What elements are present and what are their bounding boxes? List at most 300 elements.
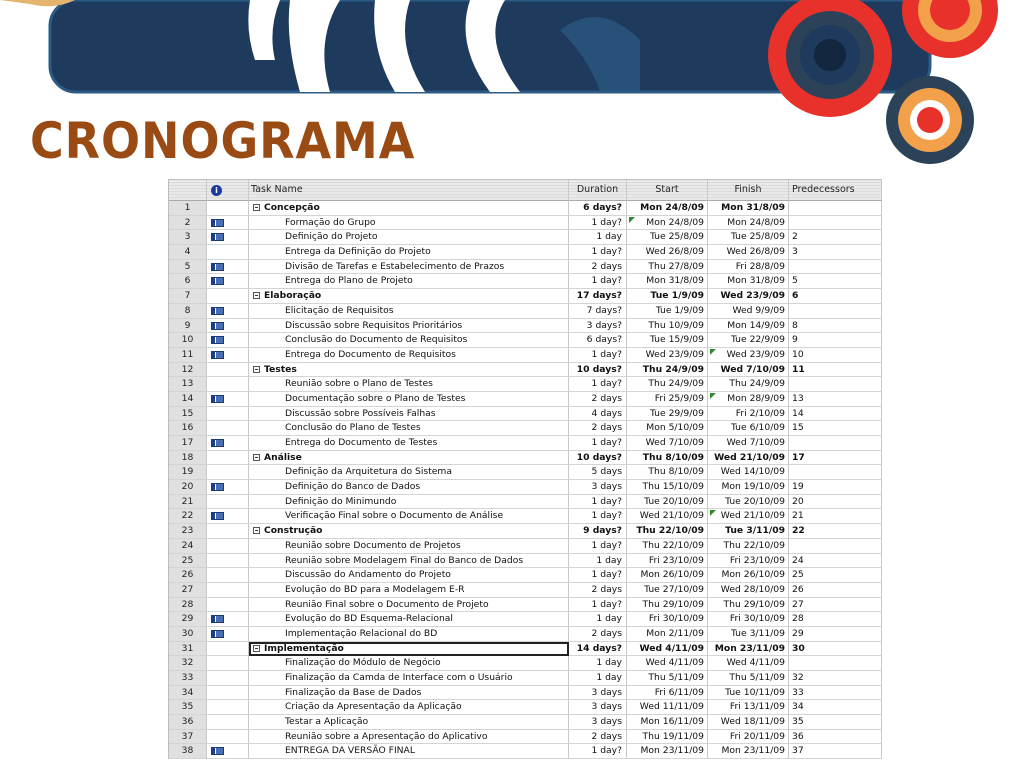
task-start[interactable]: Mon 23/11/09 xyxy=(627,744,708,759)
table-row[interactable] xyxy=(169,421,882,436)
task-finish[interactable]: Wed 21/10/09 xyxy=(708,509,789,524)
row-id[interactable]: 11 xyxy=(169,348,207,363)
row-id[interactable]: 14 xyxy=(169,392,207,407)
task-finish[interactable]: Fri 13/11/09 xyxy=(708,700,789,715)
row-id[interactable]: 7 xyxy=(169,289,207,304)
task-predecessors[interactable]: 29 xyxy=(789,627,882,642)
task-finish[interactable]: Mon 31/8/09 xyxy=(708,201,789,216)
notes-icon[interactable] xyxy=(211,615,224,623)
task-duration[interactable]: 6 days? xyxy=(569,333,627,348)
task-start[interactable]: Wed 4/11/09 xyxy=(627,642,708,657)
task-name-cell[interactable] xyxy=(249,201,569,216)
task-start[interactable]: Tue 1/9/09 xyxy=(627,304,708,319)
task-duration[interactable]: 3 days xyxy=(569,480,627,495)
task-predecessors[interactable] xyxy=(789,656,882,671)
task-duration[interactable]: 17 days? xyxy=(569,289,627,304)
task-finish[interactable]: Thu 29/10/09 xyxy=(708,598,789,613)
task-predecessors[interactable] xyxy=(789,304,882,319)
task-predecessors[interactable]: 14 xyxy=(789,407,882,422)
row-id[interactable]: 35 xyxy=(169,700,207,715)
notes-icon[interactable] xyxy=(211,307,224,315)
task-name-cell[interactable] xyxy=(249,583,569,598)
header-start[interactable]: Start xyxy=(627,180,708,201)
task-start[interactable]: Mon 5/10/09 xyxy=(627,421,708,436)
task-predecessors[interactable]: 27 xyxy=(789,598,882,613)
task-finish[interactable]: Thu 5/11/09 xyxy=(708,671,789,686)
task-name-cell[interactable] xyxy=(249,656,569,671)
row-id[interactable]: 6 xyxy=(169,274,207,289)
row-id[interactable]: 12 xyxy=(169,363,207,378)
row-id[interactable]: 26 xyxy=(169,568,207,583)
row-id[interactable]: 2 xyxy=(169,216,207,231)
table-row[interactable] xyxy=(169,524,882,539)
task-name-cell[interactable] xyxy=(249,612,569,627)
task-start[interactable]: Thu 5/11/09 xyxy=(627,671,708,686)
table-row[interactable] xyxy=(169,686,882,701)
task-name-cell[interactable] xyxy=(249,230,569,245)
task-duration[interactable]: 1 day? xyxy=(569,495,627,510)
table-row[interactable] xyxy=(169,568,882,583)
task-duration[interactable]: 1 day? xyxy=(569,216,627,231)
row-id[interactable]: 29 xyxy=(169,612,207,627)
notes-icon[interactable] xyxy=(211,512,224,520)
table-row[interactable] xyxy=(169,245,882,260)
row-id[interactable]: 16 xyxy=(169,421,207,436)
task-duration[interactable]: 9 days? xyxy=(569,524,627,539)
task-predecessors[interactable] xyxy=(789,436,882,451)
task-finish[interactable]: Thu 24/9/09 xyxy=(708,377,789,392)
task-start[interactable]: Wed 7/10/09 xyxy=(627,436,708,451)
task-predecessors[interactable]: 17 xyxy=(789,451,882,466)
task-predecessors[interactable]: 5 xyxy=(789,274,882,289)
row-id[interactable]: 36 xyxy=(169,715,207,730)
task-duration[interactable]: 1 day xyxy=(569,230,627,245)
table-row[interactable] xyxy=(169,230,882,245)
task-finish[interactable]: Tue 6/10/09 xyxy=(708,421,789,436)
warning-flag-icon xyxy=(710,393,716,399)
task-predecessors[interactable]: 24 xyxy=(789,554,882,569)
task-start[interactable]: Wed 26/8/09 xyxy=(627,245,708,260)
task-start[interactable]: Thu 24/9/09 xyxy=(627,377,708,392)
task-finish[interactable]: Tue 3/11/09 xyxy=(708,524,789,539)
header-id[interactable] xyxy=(169,180,207,201)
task-duration[interactable]: 1 day xyxy=(569,554,627,569)
task-duration[interactable]: 1 day? xyxy=(569,436,627,451)
task-start[interactable]: Thu 8/10/09 xyxy=(627,465,708,480)
row-id[interactable]: 37 xyxy=(169,730,207,745)
task-name-cell[interactable] xyxy=(249,568,569,583)
task-finish[interactable]: Wed 23/9/09 xyxy=(708,348,789,363)
task-finish[interactable]: Tue 22/9/09 xyxy=(708,333,789,348)
task-start[interactable]: Mon 31/8/09 xyxy=(627,274,708,289)
task-name-cell[interactable] xyxy=(249,363,569,378)
task-start[interactable]: Wed 23/9/09 xyxy=(627,348,708,363)
row-id[interactable]: 19 xyxy=(169,465,207,480)
task-start[interactable]: Fri 30/10/09 xyxy=(627,612,708,627)
task-duration[interactable]: 2 days xyxy=(569,583,627,598)
collapse-icon[interactable] xyxy=(253,366,260,373)
task-finish[interactable]: Fri 28/8/09 xyxy=(708,260,789,275)
task-start[interactable]: Mon 24/8/09 xyxy=(627,201,708,216)
header-predecessors[interactable]: Predecessors xyxy=(789,180,882,201)
table-row[interactable] xyxy=(169,495,882,510)
task-finish[interactable]: Mon 19/10/09 xyxy=(708,480,789,495)
table-row[interactable] xyxy=(169,730,882,745)
row-id[interactable]: 28 xyxy=(169,598,207,613)
row-id[interactable]: 32 xyxy=(169,656,207,671)
task-finish[interactable]: Fri 30/10/09 xyxy=(708,612,789,627)
row-id[interactable]: 4 xyxy=(169,245,207,260)
table-row[interactable] xyxy=(169,333,882,348)
table-row[interactable] xyxy=(169,304,882,319)
table-row[interactable] xyxy=(169,392,882,407)
task-name-cell[interactable] xyxy=(249,348,569,363)
row-id[interactable]: 1 xyxy=(169,201,207,216)
notes-icon[interactable] xyxy=(211,263,224,271)
task-name-cell[interactable] xyxy=(249,377,569,392)
task-duration[interactable]: 6 days? xyxy=(569,201,627,216)
task-duration[interactable]: 1 day? xyxy=(569,509,627,524)
row-id[interactable]: 18 xyxy=(169,451,207,466)
row-id[interactable]: 21 xyxy=(169,495,207,510)
task-start[interactable]: Wed 21/10/09 xyxy=(627,509,708,524)
task-predecessors[interactable] xyxy=(789,260,882,275)
task-predecessors[interactable]: 10 xyxy=(789,348,882,363)
table-row[interactable] xyxy=(169,598,882,613)
task-name-cell[interactable] xyxy=(249,392,569,407)
header-duration[interactable]: Duration xyxy=(569,180,627,201)
task-predecessors[interactable] xyxy=(789,216,882,231)
task-start[interactable]: Thu 27/8/09 xyxy=(627,260,708,275)
task-duration[interactable]: 4 days xyxy=(569,407,627,422)
task-start[interactable]: Mon 24/8/09 xyxy=(627,216,708,231)
task-start[interactable]: Thu 24/9/09 xyxy=(627,363,708,378)
task-name-cell[interactable] xyxy=(249,465,569,480)
task-name-cell[interactable] xyxy=(249,730,569,745)
row-id[interactable]: 24 xyxy=(169,539,207,554)
task-finish[interactable]: Tue 3/11/09 xyxy=(708,627,789,642)
task-predecessors[interactable]: 34 xyxy=(789,700,882,715)
task-name-cell[interactable] xyxy=(249,289,569,304)
task-duration[interactable]: 7 days? xyxy=(569,304,627,319)
task-finish[interactable]: Tue 10/11/09 xyxy=(708,686,789,701)
notes-icon[interactable] xyxy=(211,483,224,491)
task-duration[interactable]: 1 day? xyxy=(569,744,627,759)
table-row[interactable] xyxy=(169,260,882,275)
row-id[interactable]: 3 xyxy=(169,230,207,245)
task-start[interactable]: Tue 29/9/09 xyxy=(627,407,708,422)
task-finish[interactable]: Mon 31/8/09 xyxy=(708,274,789,289)
table-row[interactable] xyxy=(169,319,882,334)
task-name-cell[interactable] xyxy=(249,598,569,613)
task-start[interactable]: Mon 2/11/09 xyxy=(627,627,708,642)
table-row[interactable] xyxy=(169,216,882,231)
task-start[interactable]: Thu 22/10/09 xyxy=(627,539,708,554)
task-name-cell[interactable] xyxy=(249,260,569,275)
table-row[interactable] xyxy=(169,554,882,569)
notes-icon[interactable] xyxy=(211,233,224,241)
task-predecessors[interactable]: 8 xyxy=(789,319,882,334)
task-finish[interactable]: Thu 22/10/09 xyxy=(708,539,789,554)
task-duration[interactable]: 2 days xyxy=(569,421,627,436)
table-row[interactable] xyxy=(169,274,882,289)
task-start[interactable]: Thu 22/10/09 xyxy=(627,524,708,539)
task-name-cell[interactable] xyxy=(249,436,569,451)
task-finish[interactable]: Mon 14/9/09 xyxy=(708,319,789,334)
task-predecessors[interactable]: 6 xyxy=(789,289,882,304)
task-predecessors[interactable] xyxy=(789,465,882,480)
task-name-cell[interactable] xyxy=(249,216,569,231)
task-name-cell[interactable] xyxy=(249,671,569,686)
row-id[interactable]: 23 xyxy=(169,524,207,539)
task-finish[interactable]: Wed 23/9/09 xyxy=(708,289,789,304)
row-id[interactable]: 20 xyxy=(169,480,207,495)
row-id[interactable]: 22 xyxy=(169,509,207,524)
task-finish[interactable]: Wed 26/8/09 xyxy=(708,245,789,260)
table-row[interactable] xyxy=(169,700,882,715)
task-name-cell[interactable] xyxy=(249,274,569,289)
table-row[interactable] xyxy=(169,480,882,495)
task-name-cell[interactable] xyxy=(249,524,569,539)
task-duration[interactable]: 10 days? xyxy=(569,451,627,466)
task-duration[interactable]: 3 days xyxy=(569,686,627,701)
task-start[interactable]: Wed 11/11/09 xyxy=(627,700,708,715)
table-row[interactable] xyxy=(169,451,882,466)
task-start[interactable]: Tue 15/9/09 xyxy=(627,333,708,348)
task-predecessors[interactable]: 9 xyxy=(789,333,882,348)
task-duration[interactable]: 1 day? xyxy=(569,348,627,363)
notes-icon[interactable] xyxy=(211,351,224,359)
task-predecessors[interactable] xyxy=(789,201,882,216)
task-finish[interactable]: Wed 21/10/09 xyxy=(708,451,789,466)
task-predecessors[interactable]: 3 xyxy=(789,245,882,260)
task-name-cell[interactable] xyxy=(249,642,569,657)
task-predecessors[interactable]: 37 xyxy=(789,744,882,759)
task-start[interactable]: Tue 1/9/09 xyxy=(627,289,708,304)
notes-icon[interactable] xyxy=(211,395,224,403)
task-name: Entrega do Plano de Projeto xyxy=(285,275,413,287)
task-start[interactable]: Tue 20/10/09 xyxy=(627,495,708,510)
row-id[interactable]: 27 xyxy=(169,583,207,598)
task-predecessors[interactable]: 20 xyxy=(789,495,882,510)
row-id[interactable]: 15 xyxy=(169,407,207,422)
task-name-cell[interactable] xyxy=(249,715,569,730)
task-finish[interactable]: Wed 9/9/09 xyxy=(708,304,789,319)
task-start[interactable]: Mon 26/10/09 xyxy=(627,568,708,583)
task-finish[interactable]: Fri 23/10/09 xyxy=(708,554,789,569)
task-duration[interactable]: 14 days? xyxy=(569,642,627,657)
task-start[interactable]: Wed 4/11/09 xyxy=(627,656,708,671)
task-finish[interactable]: Fri 2/10/09 xyxy=(708,407,789,422)
table-row[interactable] xyxy=(169,348,882,363)
table-row[interactable] xyxy=(169,583,882,598)
collapse-icon[interactable] xyxy=(253,204,260,211)
task-finish[interactable]: Fri 20/11/09 xyxy=(708,730,789,745)
task-duration[interactable]: 2 days xyxy=(569,627,627,642)
table-row[interactable] xyxy=(169,289,882,304)
task-predecessors[interactable] xyxy=(789,377,882,392)
task-name: Concepção xyxy=(264,202,320,213)
task-start[interactable]: Fri 25/9/09 xyxy=(627,392,708,407)
task-duration[interactable]: 2 days xyxy=(569,730,627,745)
task-predecessors[interactable]: 28 xyxy=(789,612,882,627)
table-row[interactable] xyxy=(169,509,882,524)
notes-icon[interactable] xyxy=(211,439,224,447)
task-name-cell[interactable] xyxy=(249,421,569,436)
row-id[interactable]: 5 xyxy=(169,260,207,275)
task-start[interactable]: Thu 29/10/09 xyxy=(627,598,708,613)
table-row[interactable] xyxy=(169,612,882,627)
task-predecessors[interactable]: 36 xyxy=(789,730,882,745)
task-start[interactable]: Thu 19/11/09 xyxy=(627,730,708,745)
task-finish[interactable]: Wed 18/11/09 xyxy=(708,715,789,730)
task-start[interactable]: Fri 23/10/09 xyxy=(627,554,708,569)
task-predecessors[interactable]: 30 xyxy=(789,642,882,657)
task-start[interactable]: Tue 25/8/09 xyxy=(627,230,708,245)
table-row[interactable] xyxy=(169,465,882,480)
task-name-cell[interactable] xyxy=(249,495,569,510)
task-start[interactable]: Thu 8/10/09 xyxy=(627,451,708,466)
task-duration[interactable]: 1 day xyxy=(569,612,627,627)
task-duration[interactable]: 1 day? xyxy=(569,377,627,392)
table-row[interactable] xyxy=(169,377,882,392)
row-indicators xyxy=(207,612,249,627)
collapse-icon[interactable] xyxy=(253,454,260,461)
row-id[interactable]: 30 xyxy=(169,627,207,642)
task-duration[interactable]: 3 days xyxy=(569,700,627,715)
task-finish[interactable]: Wed 4/11/09 xyxy=(708,656,789,671)
task-predecessors[interactable]: 13 xyxy=(789,392,882,407)
task-name-cell[interactable] xyxy=(249,407,569,422)
task-duration[interactable]: 3 days? xyxy=(569,319,627,334)
task-finish[interactable]: Mon 28/9/09 xyxy=(708,392,789,407)
notes-icon[interactable] xyxy=(211,630,224,638)
table-row[interactable] xyxy=(169,627,882,642)
task-name-cell[interactable] xyxy=(249,245,569,260)
task-name-cell[interactable] xyxy=(249,700,569,715)
task-predecessors[interactable]: 2 xyxy=(789,230,882,245)
task-duration[interactable]: 2 days xyxy=(569,392,627,407)
task-predecessors[interactable]: 11 xyxy=(789,363,882,378)
task-duration[interactable]: 1 day xyxy=(569,671,627,686)
task-name-cell[interactable] xyxy=(249,304,569,319)
task-start[interactable]: Tue 27/10/09 xyxy=(627,583,708,598)
task-predecessors[interactable] xyxy=(789,539,882,554)
task-finish[interactable]: Wed 28/10/09 xyxy=(708,583,789,598)
header-task-name[interactable]: Task Name xyxy=(249,180,569,201)
task-finish[interactable]: Wed 14/10/09 xyxy=(708,465,789,480)
task-predecessors[interactable]: 32 xyxy=(789,671,882,686)
task-name-cell[interactable] xyxy=(249,319,569,334)
header-indicators[interactable] xyxy=(207,180,249,201)
table-row[interactable] xyxy=(169,671,882,686)
table-row[interactable] xyxy=(169,539,882,554)
notes-icon[interactable] xyxy=(211,336,224,344)
task-name-cell[interactable] xyxy=(249,333,569,348)
row-id[interactable]: 9 xyxy=(169,319,207,334)
task-predecessors[interactable]: 25 xyxy=(789,568,882,583)
row-id[interactable]: 8 xyxy=(169,304,207,319)
notes-icon[interactable] xyxy=(211,219,224,227)
row-id[interactable]: 31 xyxy=(169,642,207,657)
collapse-icon[interactable] xyxy=(253,645,260,652)
task-duration[interactable]: 1 day? xyxy=(569,598,627,613)
task-duration[interactable]: 1 day? xyxy=(569,245,627,260)
task-predecessors[interactable]: 33 xyxy=(789,686,882,701)
task-duration[interactable]: 1 day? xyxy=(569,539,627,554)
header-finish[interactable]: Finish xyxy=(708,180,789,201)
table-row[interactable] xyxy=(169,642,882,657)
table-row[interactable] xyxy=(169,201,882,216)
notes-icon[interactable] xyxy=(211,322,224,330)
row-id[interactable]: 17 xyxy=(169,436,207,451)
task-finish[interactable]: Mon 26/10/09 xyxy=(708,568,789,583)
task-duration[interactable]: 10 days? xyxy=(569,363,627,378)
table-row[interactable] xyxy=(169,407,882,422)
task-start[interactable]: Thu 10/9/09 xyxy=(627,319,708,334)
task-start[interactable]: Fri 6/11/09 xyxy=(627,686,708,701)
collapse-icon[interactable] xyxy=(253,527,260,534)
task-finish[interactable]: Wed 7/10/09 xyxy=(708,363,789,378)
task-duration[interactable]: 1 day? xyxy=(569,274,627,289)
task-duration[interactable]: 5 days xyxy=(569,465,627,480)
row-id[interactable]: 13 xyxy=(169,377,207,392)
notes-icon[interactable] xyxy=(211,747,224,755)
task-predecessors[interactable]: 35 xyxy=(789,715,882,730)
table-row[interactable] xyxy=(169,363,882,378)
task-finish[interactable]: Mon 23/11/09 xyxy=(708,642,789,657)
table-row[interactable] xyxy=(169,744,882,759)
row-id[interactable]: 33 xyxy=(169,671,207,686)
task-finish[interactable]: Mon 23/11/09 xyxy=(708,744,789,759)
task-predecessors[interactable]: 21 xyxy=(789,509,882,524)
task-name-cell[interactable] xyxy=(249,686,569,701)
task-duration[interactable]: 1 day? xyxy=(569,568,627,583)
task-finish[interactable]: Wed 7/10/09 xyxy=(708,436,789,451)
task-finish[interactable]: Tue 20/10/09 xyxy=(708,495,789,510)
task-predecessors[interactable]: 26 xyxy=(789,583,882,598)
task-name-cell[interactable] xyxy=(249,744,569,759)
task-name-cell[interactable] xyxy=(249,451,569,466)
task-predecessors[interactable]: 22 xyxy=(789,524,882,539)
task-duration[interactable]: 1 day xyxy=(569,656,627,671)
row-id[interactable]: 10 xyxy=(169,333,207,348)
table-row[interactable] xyxy=(169,656,882,671)
task-name-cell[interactable] xyxy=(249,539,569,554)
table-row[interactable] xyxy=(169,715,882,730)
task-predecessors[interactable]: 15 xyxy=(789,421,882,436)
table-header-row xyxy=(169,180,882,201)
task-finish[interactable]: Mon 24/8/09 xyxy=(708,216,789,231)
table-row[interactable] xyxy=(169,436,882,451)
collapse-icon[interactable] xyxy=(253,292,260,299)
task-name-cell[interactable] xyxy=(249,509,569,524)
task-finish[interactable]: Tue 25/8/09 xyxy=(708,230,789,245)
row-id[interactable]: 25 xyxy=(169,554,207,569)
task-predecessors[interactable]: 19 xyxy=(789,480,882,495)
row-id[interactable]: 34 xyxy=(169,686,207,701)
task-name-cell[interactable] xyxy=(249,480,569,495)
row-indicators xyxy=(207,436,249,451)
task-name-cell[interactable] xyxy=(249,627,569,642)
row-id[interactable]: 38 xyxy=(169,744,207,759)
notes-icon[interactable] xyxy=(211,277,224,285)
task-name-cell[interactable] xyxy=(249,554,569,569)
task-start[interactable]: Thu 15/10/09 xyxy=(627,480,708,495)
task-duration[interactable]: 2 days xyxy=(569,260,627,275)
task-duration[interactable]: 3 days xyxy=(569,715,627,730)
task-start[interactable]: Mon 16/11/09 xyxy=(627,715,708,730)
